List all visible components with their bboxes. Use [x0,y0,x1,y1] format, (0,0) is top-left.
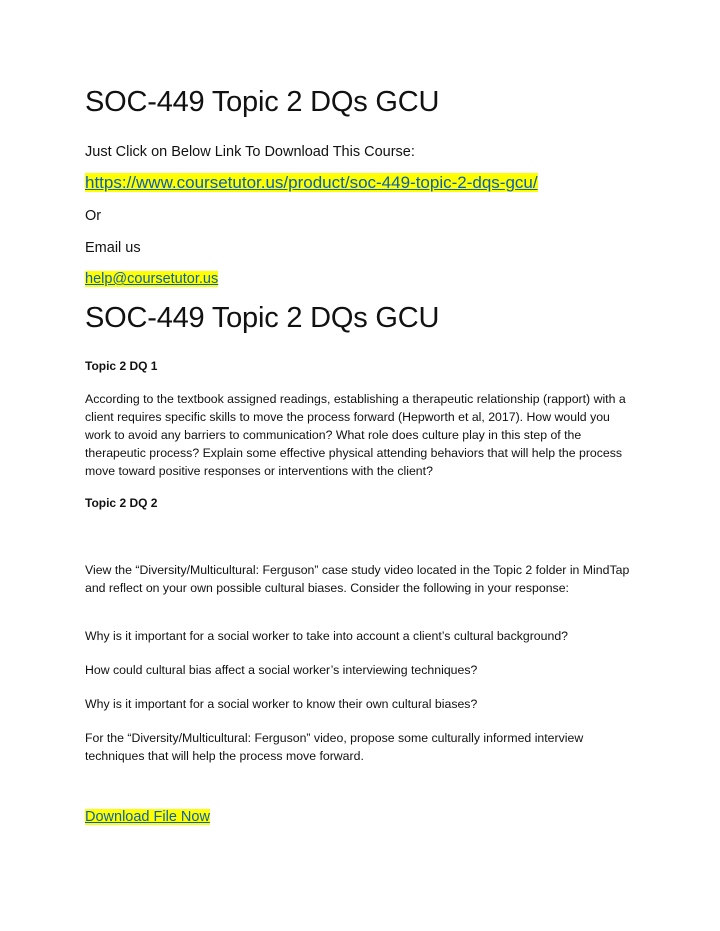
course-link[interactable]: https://www.coursetutor.us/product/soc-449-topic-2-dqs-gcu/ [85,173,538,192]
email-label: Email us [85,240,141,256]
intro-text: Just Click on Below Link To Download This Course: [85,144,415,160]
dq1-body: According to the textbook assigned readings, establishing a therapeutic relationship (rapport) with a client requires specific skills to move the process forward (Hepworth et al, 2017). How would you work to avoid any barriers to communication? What role does culture play in this step of the therapeutic process? Explain some effective physical attending behaviors that will help the process move toward positive responses or interventions with the client? [85,392,626,478]
dq2-intro: View the “Diversity/Multicultural: Ferguson” case study video located in the Topic 2 folder in MindTap and reflect on your own possible cultural biases. Consider the following in your response: [85,563,630,595]
dq2-heading: Topic 2 DQ 2 [85,496,158,510]
question-4: For the “Diversity/Multicultural: Ferguson” video, propose some culturally informed interview techniques that will help the process move forward. [85,731,584,763]
question-2: How could cultural bias affect a social worker’s interviewing techniques? [85,663,478,677]
download-link[interactable]: Download File Now [85,809,210,825]
or-text: Or [85,208,102,224]
email-link-line [85,271,218,287]
course-link-line [85,173,538,193]
question-1: Why is it important for a social worker to take into account a client’s cultural background? [85,629,568,643]
section-title: SOC-449 Topic 2 DQs GCU [85,302,440,334]
download-line [85,809,210,825]
email-link[interactable]: help@coursetutor.us [85,271,219,287]
page-title: SOC-449 Topic 2 DQs GCU [85,86,440,118]
dq1-heading: Topic 2 DQ 1 [85,359,158,373]
question-3: Why is it important for a social worker to know their own cultural biases? [85,697,478,711]
